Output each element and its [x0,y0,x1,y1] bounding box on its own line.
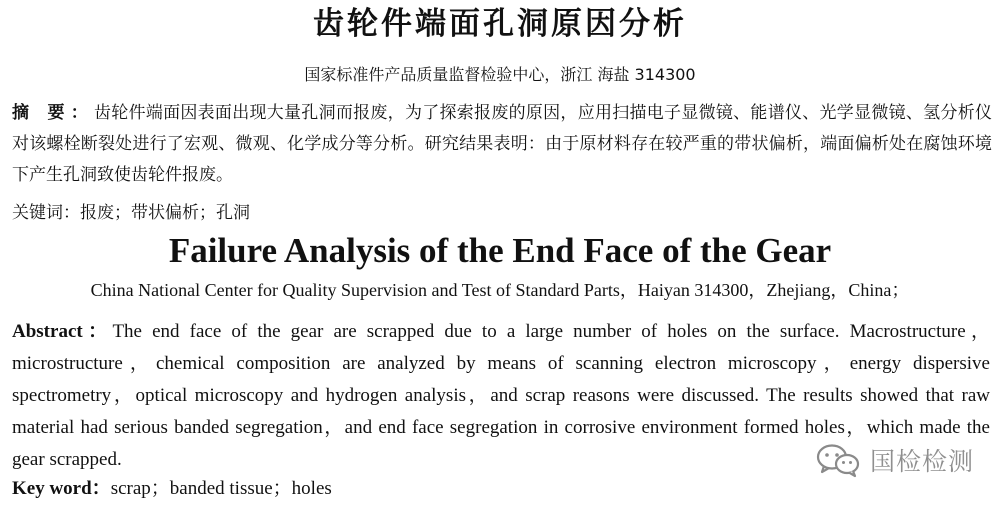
chinese-keywords-text: 报废；带状偏析；孔洞 [80,203,250,223]
chinese-title: 齿轮件端面孔洞原因分析 [313,6,687,42]
watermark [816,440,974,480]
chinese-affiliation: 国家标准件产品质量监督检验中心，浙江 海盐 314300 [304,65,696,84]
english-keywords-label: Key word： [12,478,111,499]
watermark-text: 国检检测 [870,447,975,476]
english-abstract-text: The end face of the gear are scrapped due to a large number of holes on the surface. Macrostructure，microstructure，chemical composition are analyzed by means of scanning electron microscopy，energy dispersive spectrometry，optical microscopy and hydrogen analysis，and scrap reasons were discussed. The results showed that raw material had serious banded segregation，and end face segregation in corrosive environment formed holes，which made the gear scrapped. [12,321,990,470]
chinese-abstract [12,98,992,191]
chinese-abstract-label: 摘 要： [12,103,95,123]
wechat-icon [816,442,860,478]
english-keywords-text: scrap；banded tissue；holes [110,478,332,499]
chinese-abstract-text: 齿轮件端面因表面出现大量孔洞而报废，为了探索报废的原因，应用扫描电子显微镜、能谱仪、光学显微镜、氢分析仪对该螺栓断裂处进行了宏观、微观、化学成分等分析。研究结果表明：由于原材料存在较严重的带状偏析，端面偏析处在腐蚀环境下产生孔洞致使齿轮件报废。 [12,103,992,185]
chinese-keywords-label: 关键词： [12,203,80,223]
english-title: Failure Analysis of the End Face of the Gear [168,231,832,270]
chinese-keywords [12,198,992,229]
english-keywords [12,475,712,503]
english-affiliation: China National Center for Quality Supervision and Test of Standard Parts，Haiyan 314300，Zhejiang，China； [90,280,910,300]
english-abstract-label: Abstract： [12,321,113,342]
